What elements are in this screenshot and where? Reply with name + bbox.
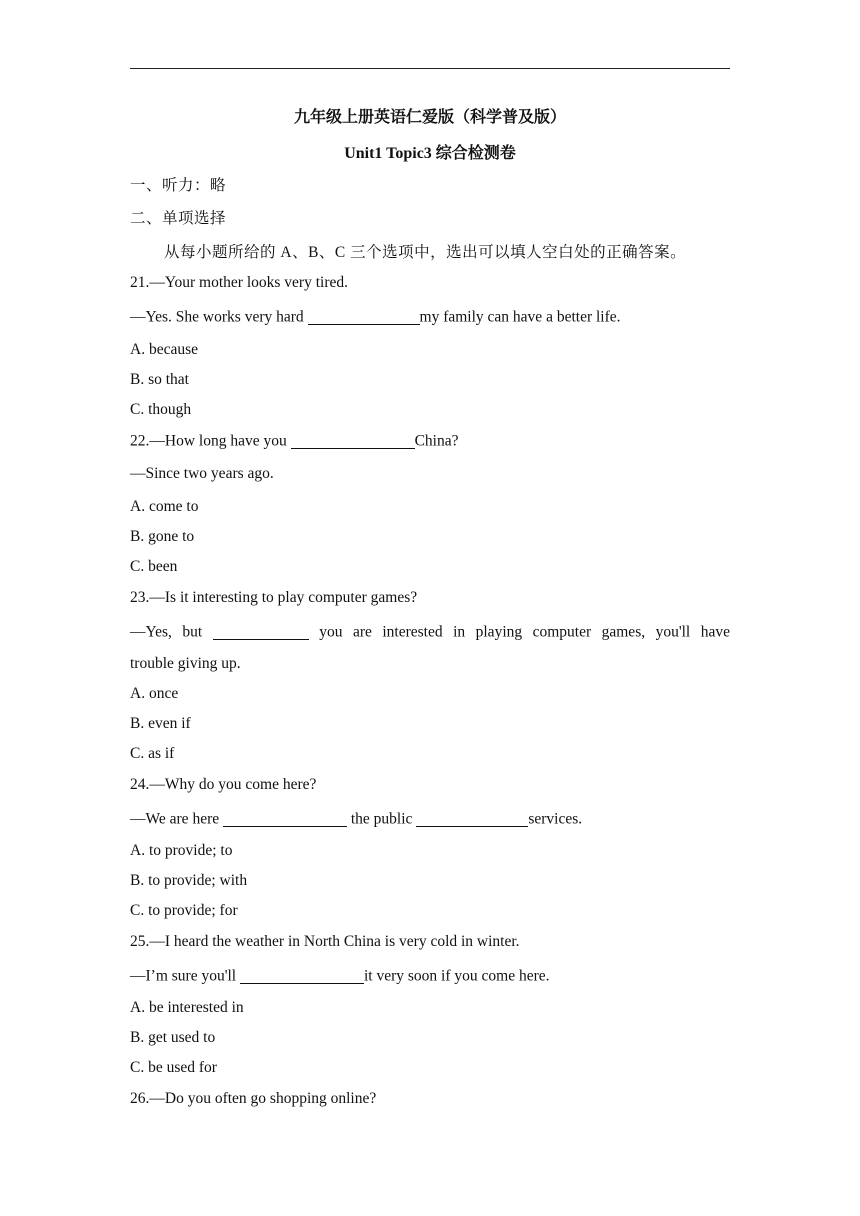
question-25-option-b: B. get used to — [130, 1029, 216, 1046]
question-21-stem: 21.—Your mother looks very tired. — [130, 274, 348, 291]
reply-text: it very soon if you come here. — [363, 967, 550, 985]
question-25-option-a: A. be interested in — [130, 999, 244, 1016]
reply-text: —Yes. She works very hard — [130, 308, 308, 326]
answer-blank — [223, 810, 347, 827]
question-23-reply-continued: trouble giving up. — [130, 655, 241, 672]
document-title: 九年级上册英语仁爱版（科学普及版） — [293, 109, 566, 126]
question-23-reply — [130, 623, 730, 642]
reply-text: —We are here — [130, 810, 223, 828]
reply-text: my family can have a better life. — [419, 308, 621, 326]
stem-text: 22.—How long have you — [130, 432, 291, 450]
question-22-stem — [130, 432, 458, 451]
section-listening: 一、听力：略 — [130, 177, 227, 194]
question-25-reply — [130, 967, 550, 986]
answer-blank — [240, 967, 364, 984]
answer-blank — [213, 623, 309, 640]
question-23-option-c: C. as if — [130, 745, 175, 762]
reply-text: —Yes, but — [130, 623, 213, 641]
answer-blank — [308, 308, 420, 325]
section-instruction: 从每小题所给的 A、B、C 三个选项中，选出可以填人空白处的正确答案。 — [164, 244, 687, 261]
question-23-stem: 23.—Is it interesting to play computer games? — [130, 589, 418, 606]
section-single-choice: 二、单项选择 — [130, 210, 227, 227]
question-24-option-c: C. to provide; for — [130, 902, 238, 919]
question-22-reply: —Since two years ago. — [130, 465, 274, 482]
question-21-option-c: C. though — [130, 401, 192, 418]
question-21-option-b: B. so that — [130, 371, 189, 388]
header-rule — [130, 68, 730, 69]
question-25-stem: 25.—I heard the weather in North China is very cold in winter. — [130, 933, 520, 950]
question-21-reply — [130, 308, 621, 327]
question-24-option-b: B. to provide; with — [130, 872, 248, 889]
question-22-option-c: C. been — [130, 558, 178, 575]
reply-text: —I’m sure you'll — [130, 967, 240, 985]
document-subtitle: Unit1 Topic3 综合检测卷 — [344, 145, 516, 162]
question-22-option-b: B. gone to — [130, 528, 195, 545]
answer-blank — [291, 432, 415, 449]
question-23-option-b: B. even if — [130, 715, 191, 732]
reply-text: you are interested in playing computer games, you'll have — [308, 623, 730, 641]
answer-blank — [416, 810, 528, 827]
question-24-option-a: A. to provide; to — [130, 842, 233, 859]
question-24-reply — [130, 810, 582, 829]
question-22-option-a: A. come to — [130, 498, 199, 515]
question-24-stem: 24.—Why do you come here? — [130, 776, 317, 793]
question-26-stem: 26.—Do you often go shopping online? — [130, 1090, 377, 1107]
stem-text: China? — [414, 432, 459, 450]
reply-text: services. — [528, 810, 583, 828]
reply-text: the public — [347, 810, 417, 828]
question-25-option-c: C. be used for — [130, 1059, 217, 1076]
question-21-option-a: A. because — [130, 341, 198, 358]
question-23-option-a: A. once — [130, 685, 179, 702]
